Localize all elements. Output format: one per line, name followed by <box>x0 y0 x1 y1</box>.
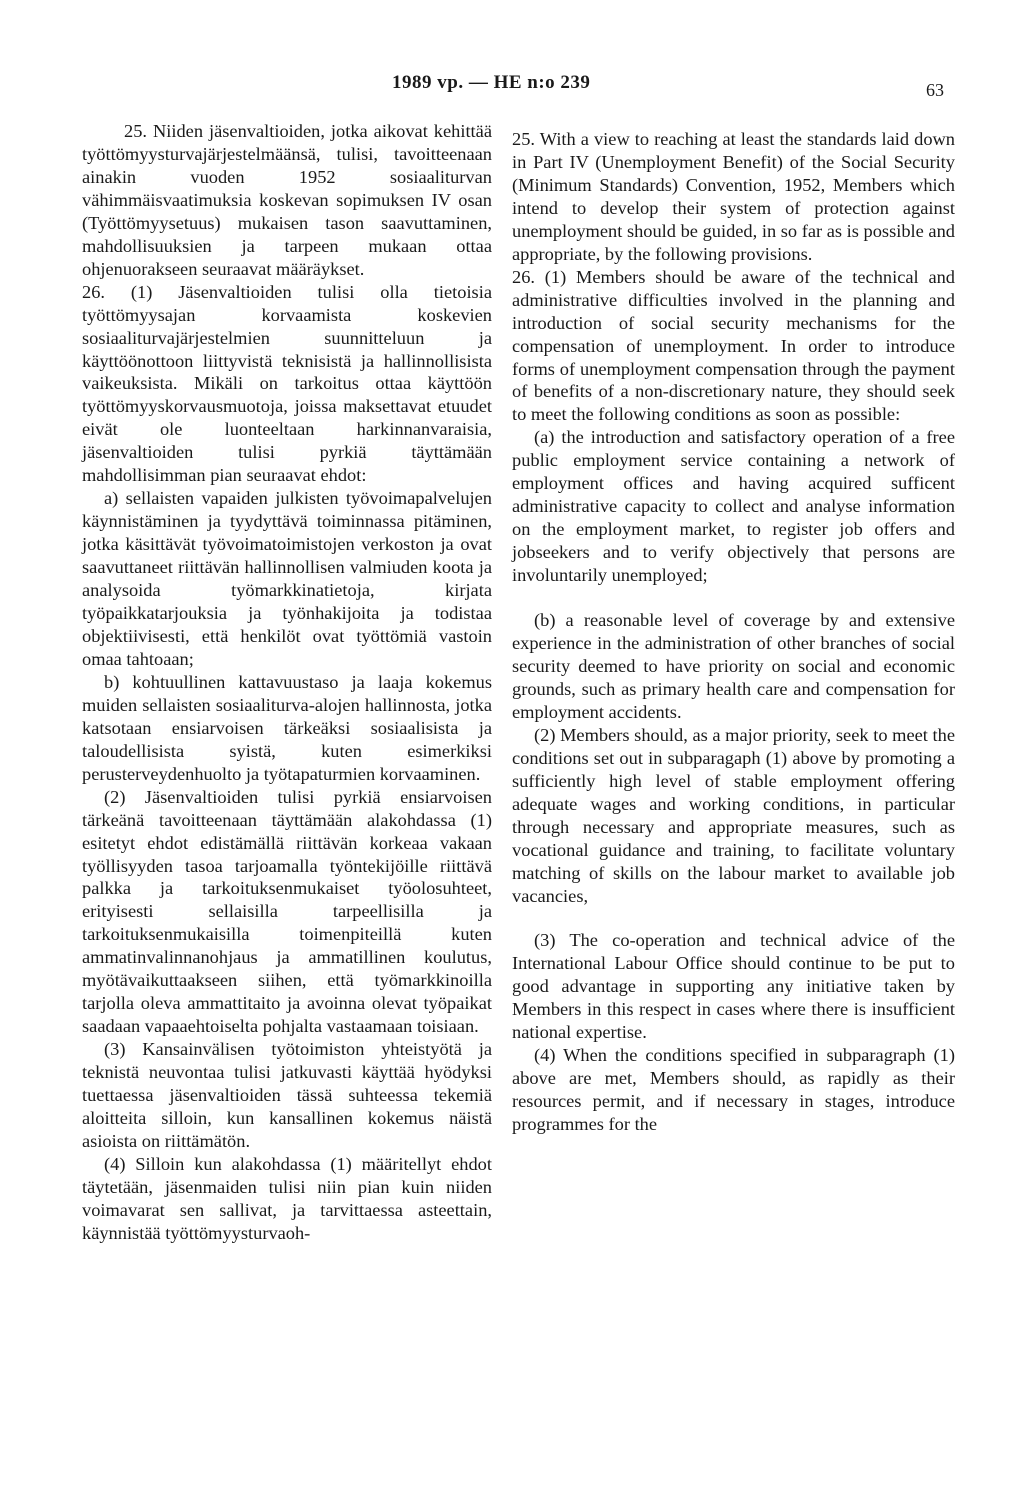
fi-paragraph-25: 25. Niiden jäsenvaltioiden, jotka aikovat kehittää työttömyysturvajärjestelmäänsä, tulisi, tavoitteenaan ainakin vuoden 1952 sosiaaliturvan vähimmäisvaatimuksia koskevan sopimuksen IV osan (Työttömyysetuus) mukaisen tason saavuttaminen, mahdollisuuksien ja tarpeen mukaan ottaa ohjenuorakseen seuraavat määräykset. <box>82 121 492 279</box>
en-paragraph-2: (2) Members should, as a major priority, seek to meet the conditions set out in subparagaph (1) above by promoting a sufficiently high level of stable employment offering adequate wages and working conditions, in particular through necessary and appropriate measures, such as vocational guidance and training, to facilitate voluntary matching of skills on the labour market to available job vacancies, <box>512 724 955 906</box>
en-paragraph-25: 25. With a view to reaching at least the standards laid down in Part IV (Unemployment Benefit) of the Social Security (Minimum Standards) Convention, 1952, Members which intend to develop their system of protection against unemployment should be guided, in so far as is possible and appropriate, by the following provisions. <box>512 129 955 264</box>
en-paragraph-3: (3) The co-operation and technical advice of the International Labour Office should continue to be put to good advantage in supporting any initiative taken by Members in this respect in cases where there is insufficient national expertise. <box>512 930 955 1043</box>
page-header <box>0 72 1024 102</box>
en-paragraph-26-1: 26. (1) Members should be aware of the technical and administrative difficulties involved in the planning and introduction of social security mechanisms for the compensation of unemployment. In order to introduce forms of unemployment compensation through the payment of benefits of a non-discretionary nature, they should seek to meet the following conditions as soon as possible: <box>512 266 955 425</box>
fi-paragraph-3: (3) Kansainvälisen työtoimiston yhteistyötä ja teknistä neuvontaa tulisi jatkuvasti käyttää hyödyksi tuettaessa jäsenvaltioiden tässä suhteessa tekemiä aloitteita silloin, kun kansallinen kokemus näistä asioista on riittämätön. <box>82 1039 492 1151</box>
en-paragraph-4: (4) When the conditions specified in subparagraph (1) above are met, Members should, as rapidly as their resources permit, and if necessary in stages, introduce programmes for the <box>512 1045 955 1135</box>
fi-paragraph-4: (4) Silloin kun alakohdassa (1) määritellyt ehdot täytetään, jäsenmaiden tulisi niin pian kuin niiden voimavarat sen sallivat, ja tarvittaessa asteettain, käynnistää työttömyysturvaoh- <box>82 1153 492 1243</box>
fi-paragraph-26-1: 26. (1) Jäsenvaltioiden tulisi olla tietoisia työttömyysajan korvaamista koskevien sosiaaliturvajärjestelmien suunnitteluun ja käyttöönottoon liittyvistä teknisistä ja hallinnollisista vaikeuksista. Mikäli on tarkoitus ottaa käyttöön työttömyyskorvausmuotoja, joissa maksettavat etuudet eivät ole luonteeltaan harkinnanvaraisia, jäsenvaltioiden tulisi pyrkiä täyttämään mahdollisimman pian seuraavat ehdot: <box>82 281 492 486</box>
en-item-b: (b) a reasonable level of coverage by and extensive experience in the administration of other branches of social security deemed to have priority on social and economic grounds, such as primary health care and compensation for employment accidents. <box>512 610 955 722</box>
header-title: 1989 vp. — HE n:o 239 <box>392 72 591 93</box>
fi-item-a: a) sellaisten vapaiden julkisten työvoimapalvelujen käynnistäminen ja tyydyttävä toiminnassa pitäminen, jotka käsittävät työvoimatoimistojen verkoston ja ovat saavuttaneet riittävän hallinnollisen valmiuden koota ja analysoida työmarkkinatietoja, kirjata työpaikkatarjouksia ja työnhakijoita ja todistaa objektiivisesti, että henkilöt ovat työttömiä vastoin omaa tahtoaan; <box>82 488 492 669</box>
fi-paragraph-2: (2) Jäsenvaltioiden tulisi pyrkiä ensiarvoisen tärkeänä tavoitteenaan täyttämään alakohdassa (1) esitetyt ehdot edistämällä riittävän korkeaa vakaan työllisyyden tasoa tarjoamalla työntekijöille riittävä palkka ja tarkoituksenmukaiset työolosuhteet, erityisesti sellaisilla tarpeellisilla ja tarkoituksenmukaisilla toimenpiteillä kuten ammatinvalinnanohjaus ja ammatillinen koulutus, myötävaikuttaakseen siihen, että työmarkkinoilla tarjolla oleva ammattitaito ja avoinna olevat työpaikat saadaan vapaaehtoiselta pohjalta vastaamaan toisiaan. <box>82 786 492 1037</box>
english-column <box>512 128 955 1136</box>
finnish-column <box>82 120 492 1245</box>
fi-item-b: b) kohtuullinen kattavuustaso ja laaja kokemus muiden sellaisten sosiaaliturva-alojen hallinnosta, jotka katsotaan ensiarvoisen tärkeäksi sosiaalisista ja taloudellisista syistä, kuten esimerkiksi perusterveydenhuolto ja työtapaturmien korvaaminen. <box>82 671 492 784</box>
en-item-a: (a) the introduction and satisfactory operation of a free public employment service containing a network of employment offices and having acquired sufficent administrative capacity to collect and analyse information on the employment market, to register job offers and jobseekers and to verify objectively that persons are involuntarily unemployed; <box>512 427 955 586</box>
page-number: 63 <box>926 80 944 100</box>
